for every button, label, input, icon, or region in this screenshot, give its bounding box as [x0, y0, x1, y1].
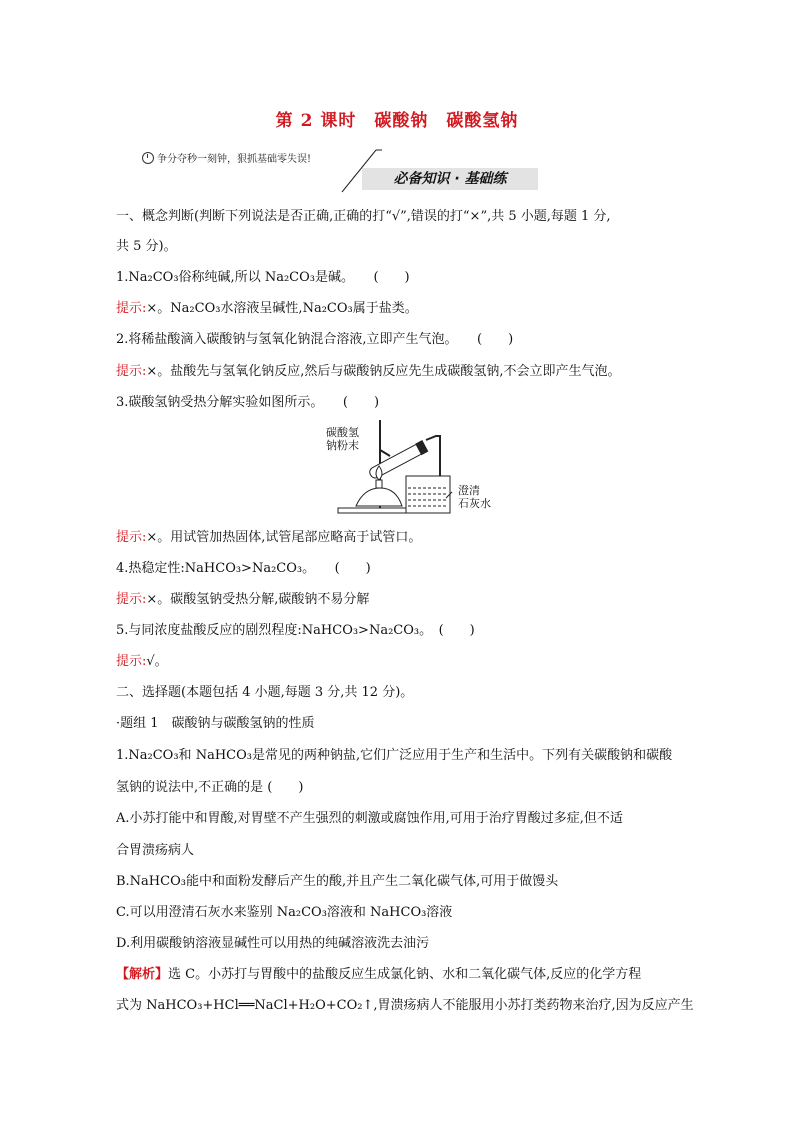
- text-segment: 一、概念判断(判断下列说法是否正确,正确的打“√”,错误的打“×”,共 5 小题,每题 1 分,: [116, 209, 611, 224]
- figure-label-powder-2: 钠粉末: [326, 439, 359, 452]
- experiment-figure: [318, 418, 498, 518]
- text-line: [116, 590, 696, 610]
- text-segment: D.利用碳酸钠溶液显碱性可以用热的纯碱溶液洗去油污: [116, 936, 430, 951]
- text-segment: 4.热稳定性:NaHCO₃>Na₂CO₃。 ( ): [116, 561, 371, 576]
- hint-label: 提示:: [116, 592, 147, 607]
- hint-label: 提示:: [116, 530, 147, 545]
- text-line: [116, 903, 696, 923]
- text-line: [116, 299, 696, 319]
- text-segment: A.小苏打能中和胃酸,对胃壁不产生强烈的刺激或腐蚀作用,可用于治疗胃酸过多症,但不适: [116, 811, 623, 826]
- text-line: [116, 652, 696, 672]
- text-line: [116, 683, 696, 703]
- text-line: [116, 965, 696, 985]
- text-line: [116, 237, 696, 257]
- text-segment: C.可以用澄清石灰水来鉴别 Na₂CO₃溶液和 NaHCO₃溶液: [116, 905, 453, 920]
- text-segment: 1.Na₂CO₃俗称纯碱,所以 Na₂CO₃是碱。 ( ): [116, 270, 410, 285]
- figure-label-limewater-1: 澄清: [458, 484, 480, 497]
- text-line: [116, 934, 696, 954]
- analysis-label: 【解析】: [116, 967, 169, 982]
- text-line: [116, 714, 696, 734]
- text-segment: 3.碳酸氢钠受热分解实验如图所示。 ( ): [116, 395, 380, 410]
- text-line: [116, 393, 696, 413]
- text-line: [116, 559, 696, 579]
- text-segment: 1.Na₂CO₃和 NaHCO₃是常见的两种钠盐,它们广泛应用于生产和生活中。下列有关碳酸钠和碳酸: [116, 748, 673, 763]
- page-title: 第 2 课时 碳酸钠 碳酸氢钠: [275, 111, 519, 131]
- hint-label: 提示:: [116, 301, 147, 316]
- text-segment: ×。用试管加热固体,试管尾部应略高于试管口。: [146, 530, 422, 545]
- text-line: [116, 621, 696, 641]
- text-line: [116, 362, 696, 382]
- motto-text: 争分夺秒一刻钟，狠抓基础零失误!: [157, 154, 312, 165]
- figure-label-limewater-2: 石灰水: [458, 497, 491, 510]
- figure-label-powder: [326, 426, 359, 452]
- text-segment: 合胃溃疡病人: [116, 843, 195, 858]
- text-segment: 共 5 分)。: [116, 239, 177, 254]
- figure-label-limewater: [458, 484, 491, 510]
- text-line: [116, 330, 696, 350]
- text-segment: √。: [146, 654, 168, 669]
- text-line: [116, 996, 696, 1016]
- clock-icon: [142, 152, 154, 164]
- text-segment: 二、选择题(本题包括 4 小题,每题 3 分,共 12 分)。: [116, 685, 414, 700]
- text-line: [116, 746, 696, 766]
- text-line: [116, 268, 696, 288]
- banner-text: 必备知识 · 基础练: [362, 168, 538, 190]
- text-segment: 选 C。小苏打与胃酸中的盐酸反应生成氯化钠、水和二氧化碳气体,反应的化学方程: [168, 967, 642, 982]
- text-line: [116, 207, 696, 227]
- text-segment: 式为 NaHCO₃+HCl══NaCl+H₂O+CO₂↑,胃溃疡病人不能服用小苏打类药物来治疗,因为反应产生: [116, 998, 694, 1013]
- text-segment: ×。碳酸氢钠受热分解,碳酸钠不易分解: [146, 592, 370, 607]
- text-line: [116, 778, 696, 798]
- text-segment: 2.将稀盐酸滴入碳酸钠与氢氧化钠混合溶液,立即产生气泡。 ( ): [116, 332, 514, 347]
- hint-label: 提示:: [116, 364, 147, 379]
- text-line: [116, 872, 696, 892]
- text-segment: ×。Na₂CO₃水溶液呈碱性,Na₂CO₃属于盐类。: [146, 301, 418, 316]
- text-line: [116, 809, 696, 829]
- motto: [142, 150, 311, 165]
- text-segment: B.NaHCO₃能中和面粉发酵后产生的酸,并且产生二氧化碳气体,可用于做馒头: [116, 874, 559, 889]
- text-line: [116, 528, 696, 548]
- text-segment: 5.与同浓度盐酸反应的剧烈程度:NaHCO₃>Na₂CO₃。 ( ): [116, 623, 475, 638]
- text-segment: ·题组 1 碳酸钠与碳酸氢钠的性质: [116, 716, 315, 731]
- text-segment: 氢钠的说法中,不正确的是 ( ): [116, 780, 304, 795]
- text-segment: ×。盐酸先与氢氧化钠反应,然后与碳酸钠反应先生成碳酸氢钠,不会立即产生气泡。: [146, 364, 621, 379]
- text-line: [116, 841, 696, 861]
- section-banner: [336, 144, 546, 194]
- hint-label: 提示:: [116, 654, 147, 669]
- figure-label-powder-1: 碳酸氢: [326, 426, 359, 439]
